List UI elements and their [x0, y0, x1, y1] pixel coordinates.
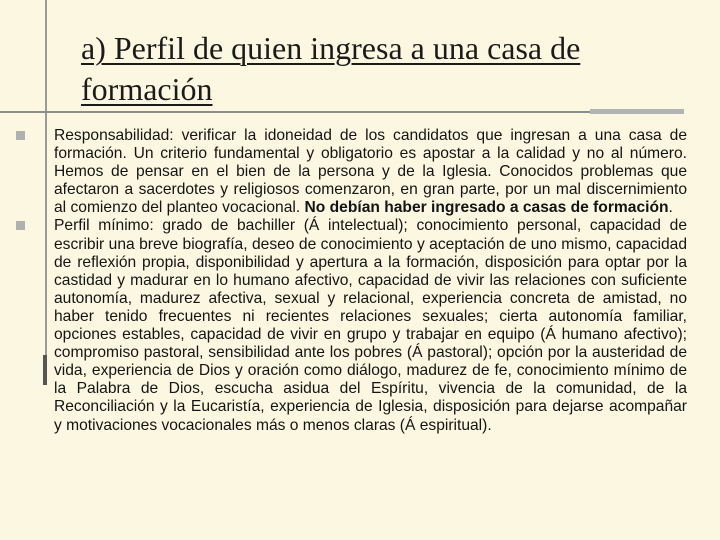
square-bullet-icon: [16, 221, 25, 230]
bullet-list: [0, 127, 720, 435]
bullet-text: [54, 127, 687, 217]
slide-title: a) Perfil de quien ingresa a una casa de formación: [81, 30, 581, 107]
bullet-body: Perfil mínimo: grado de bachiller (Á intelectual); conocimiento personal, capacidad de escribir una breve biografía, deseo de conocimiento y aceptación de uno mismo, capacidad de reflexión propia, disponibilidad y apertura a la formación, disposición para optar por la castidad y madurar en lo humano afectivo, capacidad de vivir las relaciones con suficiente autonomía, madurez afectiva, sexual y relacional, experiencia concreta de amistad, no haber tenido frecuentes ni recientes relaciones sexuales; cierta autonomía familiar, opciones estables, capacidad de vivir en grupo y trabajar en equipo (Á humano afectivo); compromiso pastoral, sensibilidad ante los pobres (Á pastoral); opción por la austeridad de vida, experiencia de Dios y oración como diálogo, madurez de fe, conocimiento mínimo de la Palabra de Dios, escucha asidua del Espíritu, vivencia de la comunidad, de la Reconciliación y la Eucaristía, experiencia de Iglesia, disposición para dejarse acompañar y motivaciones vocacionales más o menos claras (Á espiritual).: [54, 217, 687, 434]
bullet-emphasis: No debían haber ingresado a casas de formación: [304, 199, 669, 217]
bullet-tail: .: [668, 199, 673, 217]
bullet-body: Responsabilidad: verificar la idoneidad de los candidatos que ingresan a una casa de formación. Un criterio fundamental y obligatorio es apostar a la calidad y no al número. Hemos de pensar en el bien de la persona y de la Iglesia. Conocidos problemas que afectaron a sacerdotes y religiosos comenzaron, en gran parte, por un mal discernimiento al comienzo del planteo vocacional.: [54, 127, 687, 217]
title-divider: [0, 111, 684, 113]
square-bullet-icon: [16, 131, 25, 140]
bullet-item-responsabilidad: [0, 127, 720, 217]
bullet-text: [54, 217, 687, 434]
bullet-item-perfil-minimo: [0, 217, 720, 434]
